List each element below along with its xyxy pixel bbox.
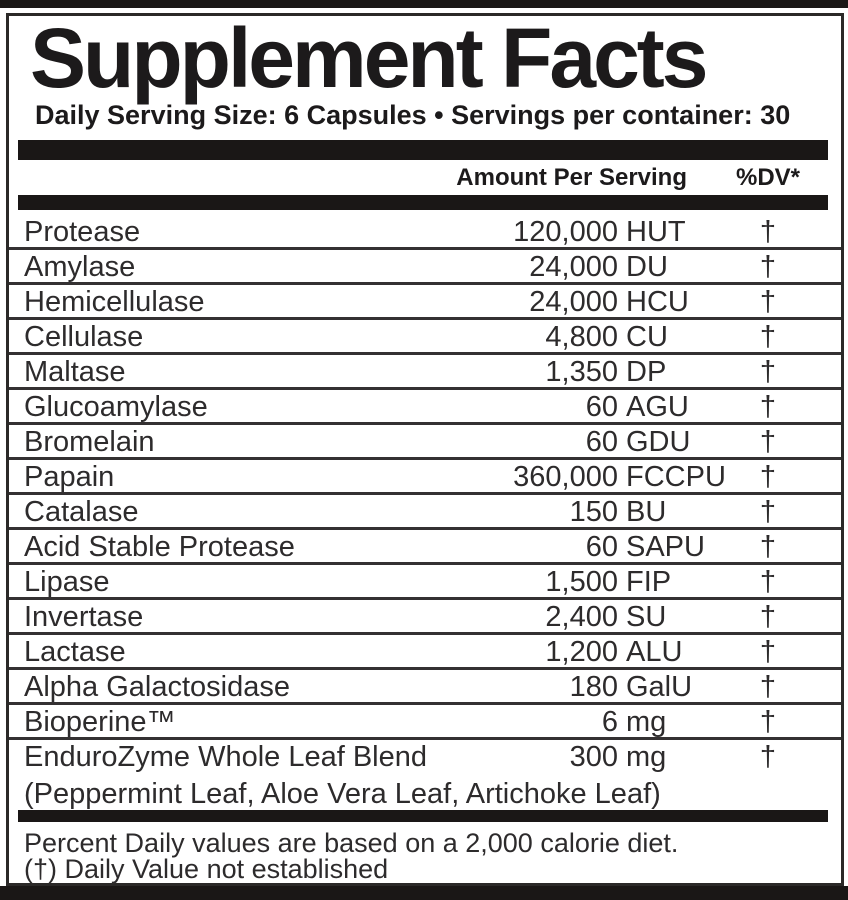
ingredient-amount-value: 120,000 — [513, 216, 618, 248]
table-row — [9, 530, 841, 565]
table-row — [9, 635, 841, 670]
table-row — [9, 390, 841, 425]
ingredient-name: Papain — [24, 461, 115, 492]
ingredient-name: Glucoamylase — [24, 391, 208, 422]
ingredient-amount-unit: FIP — [626, 566, 672, 598]
column-header-dv: %DV* — [735, 163, 801, 191]
dv-dagger: † — [759, 391, 777, 423]
ingredient-amount-value: 180 — [569, 671, 618, 703]
table-row — [9, 495, 841, 530]
ingredient-amount-value: 4,800 — [545, 321, 618, 353]
ingredient-name: Cellulase — [24, 321, 144, 352]
dv-dagger: † — [759, 251, 777, 283]
bottom-border-bar — [0, 886, 848, 900]
ingredient-amount-unit: SU — [626, 601, 667, 633]
dv-dagger: † — [759, 216, 777, 248]
table-row — [9, 250, 841, 285]
dv-dagger: † — [759, 356, 777, 388]
column-header-amount: Amount Per Serving — [456, 163, 687, 191]
ingredient-amount-unit: SAPU — [626, 531, 705, 563]
ingredient-amount-unit: HCU — [626, 286, 689, 318]
dv-dagger: † — [759, 601, 777, 633]
table-row — [9, 210, 841, 250]
ingredient-amount-unit: DP — [626, 356, 667, 388]
dv-dagger: † — [759, 531, 777, 563]
ingredient-amount-unit: mg — [626, 706, 667, 738]
table-row — [9, 740, 841, 775]
footnote-dv-not-established: (†) Daily Value not established — [24, 854, 389, 884]
ingredient-amount-value: 300 — [569, 741, 618, 773]
ingredient-amount-unit: FCCPU — [626, 461, 726, 493]
serving-info: Daily Serving Size: 6 Capsules • Servings per container: 30 — [35, 100, 791, 130]
ingredient-amount-value: 24,000 — [529, 251, 618, 283]
ingredient-name: Acid Stable Protease — [24, 531, 295, 562]
ingredient-name: Alpha Galactosidase — [24, 671, 290, 702]
supplement-facts-label — [6, 13, 844, 886]
ingredient-amount-unit: DU — [626, 251, 668, 283]
thick-divider-footer — [18, 810, 828, 822]
table-row — [9, 565, 841, 600]
ingredient-amount-unit: AGU — [626, 391, 689, 423]
table-row — [9, 670, 841, 705]
ingredient-name: Bromelain — [24, 426, 155, 457]
ingredient-name: EnduroZyme Whole Leaf Blend — [24, 741, 427, 773]
blend-components: (Peppermint Leaf, Aloe Vera Leaf, Artichoke Leaf) — [24, 778, 661, 810]
ingredient-name: Catalase — [24, 496, 139, 527]
ingredient-name: Protease — [24, 216, 141, 247]
dv-dagger: † — [759, 286, 777, 318]
ingredient-amount-unit: CU — [626, 321, 668, 353]
ingredient-name: Maltase — [24, 356, 126, 387]
table-row — [9, 600, 841, 635]
dv-dagger: † — [759, 741, 777, 773]
dv-dagger: † — [759, 426, 777, 458]
thick-divider-header — [18, 195, 828, 210]
table-row — [9, 460, 841, 495]
table-row — [9, 705, 841, 740]
ingredient-name: Lactase — [24, 636, 126, 667]
dv-dagger: † — [759, 461, 777, 493]
ingredient-amount-unit: BU — [626, 496, 667, 528]
ingredient-amount-unit: GalU — [626, 671, 693, 703]
dv-dagger: † — [759, 321, 777, 353]
ingredient-amount-unit: GDU — [626, 426, 691, 458]
thick-divider-top — [18, 140, 828, 160]
ingredient-amount-value: 1,350 — [545, 356, 618, 388]
dv-dagger: † — [759, 566, 777, 598]
ingredient-amount-value: 6 — [601, 706, 618, 738]
ingredient-amount-value: 1,200 — [545, 636, 618, 668]
ingredient-amount-value: 60 — [585, 391, 618, 423]
ingredient-amount-value: 60 — [585, 426, 618, 458]
ingredient-amount-value: 360,000 — [513, 461, 618, 493]
table-row — [9, 425, 841, 460]
ingredient-amount-value: 150 — [569, 496, 618, 528]
footnote-calorie-diet: Percent Daily values are based on a 2,000 calorie diet. — [24, 828, 679, 858]
table-header-row — [9, 160, 841, 195]
dv-dagger: † — [759, 706, 777, 738]
ingredient-amount-unit: HUT — [626, 216, 686, 248]
ingredient-name: Bioperine™ — [24, 706, 176, 737]
ingredient-name: Lipase — [24, 566, 110, 597]
ingredient-amount-value: 1,500 — [545, 566, 618, 598]
dv-dagger: † — [759, 671, 777, 703]
ingredient-amount-unit: mg — [626, 741, 667, 773]
ingredient-name: Invertase — [24, 601, 144, 632]
ingredient-amount-unit: ALU — [626, 636, 683, 668]
ingredient-amount-value: 2,400 — [545, 601, 618, 633]
dv-dagger: † — [759, 496, 777, 528]
table-row — [9, 285, 841, 320]
ingredient-name: Hemicellulase — [24, 286, 205, 317]
ingredient-amount-value: 24,000 — [529, 286, 618, 318]
ingredient-table — [9, 210, 841, 775]
ingredient-amount-value: 60 — [585, 531, 618, 563]
table-row — [9, 355, 841, 390]
dv-dagger: † — [759, 636, 777, 668]
page-title: Supplement Facts — [30, 11, 706, 105]
ingredient-name: Amylase — [24, 251, 136, 282]
top-border-bar — [0, 0, 848, 8]
table-row — [9, 320, 841, 355]
